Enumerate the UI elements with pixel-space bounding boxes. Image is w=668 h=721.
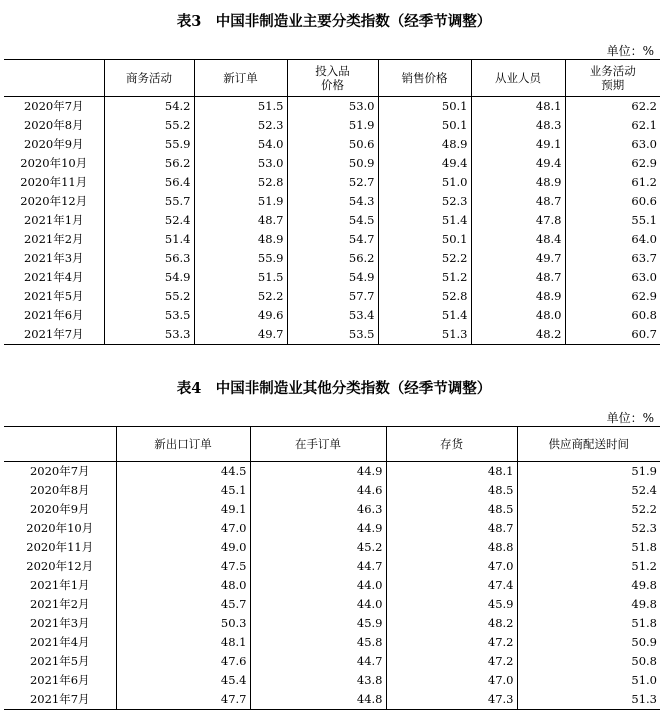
row-label: 2021年1月 [23, 213, 84, 227]
table-cell: 62.2 [565, 97, 660, 117]
table3-title: 表3 中国非制造业主要分类指数（经季节调整） [176, 13, 492, 30]
table-cell: 52.8 [378, 287, 471, 306]
table-row [4, 268, 660, 287]
table-cell: 49.7 [194, 325, 287, 345]
table-row [4, 519, 660, 538]
table-row [4, 671, 660, 690]
table-row [4, 576, 660, 595]
table-cell: 50.8 [517, 652, 660, 671]
table-cell: 56.2 [104, 154, 194, 173]
row-label: 2020年10月 [20, 156, 88, 170]
row-label: 2020年12月 [20, 194, 88, 208]
table-row [4, 97, 660, 117]
table-cell: 50.9 [517, 633, 660, 652]
table-row [4, 652, 660, 671]
row-label: 2021年6月 [23, 308, 84, 322]
table-cell: 48.1 [386, 462, 517, 482]
table-cell: 55.7 [104, 192, 194, 211]
table-cell: 51.2 [517, 557, 660, 576]
table-row [4, 500, 660, 519]
table-row [4, 306, 660, 325]
table-cell: 56.2 [287, 249, 378, 268]
table-cell: 46.3 [250, 500, 386, 519]
table-cell: 47.5 [116, 557, 250, 576]
table-cell: 53.3 [104, 325, 194, 345]
table-cell: 55.2 [104, 116, 194, 135]
table3-col-header: 投入品 价格 [287, 60, 378, 97]
table-cell: 55.2 [104, 287, 194, 306]
table4-col-header [4, 427, 116, 462]
table-cell: 48.2 [471, 325, 565, 345]
table-cell: 48.7 [471, 268, 565, 287]
table-cell: 52.3 [517, 519, 660, 538]
row-label: 2021年7月 [23, 327, 84, 341]
table3-col-header: 新订单 [194, 60, 287, 97]
table-cell: 52.7 [287, 173, 378, 192]
table-cell: 48.3 [471, 116, 565, 135]
row-label: 2021年1月 [29, 578, 90, 592]
table-cell: 52.2 [517, 500, 660, 519]
table-cell: 51.9 [517, 462, 660, 482]
table-cell: 48.1 [116, 633, 250, 652]
row-label: 2021年3月 [23, 251, 84, 265]
table-cell: 52.2 [378, 249, 471, 268]
row-label: 2021年3月 [29, 616, 90, 630]
table-cell: 47.8 [471, 211, 565, 230]
table4-col-header: 供应商配送时间 [517, 427, 660, 462]
table-cell: 47.6 [116, 652, 250, 671]
table-cell: 47.0 [386, 671, 517, 690]
table-row [4, 633, 660, 652]
table-cell: 53.5 [104, 306, 194, 325]
table-cell: 48.9 [471, 173, 565, 192]
table-cell: 48.5 [386, 481, 517, 500]
table-cell: 52.2 [194, 287, 287, 306]
table-row [4, 614, 660, 633]
table-cell: 52.4 [517, 481, 660, 500]
table-cell: 52.4 [104, 211, 194, 230]
table-cell: 44.0 [250, 595, 386, 614]
table-cell: 50.9 [287, 154, 378, 173]
table-cell: 49.1 [471, 135, 565, 154]
table-cell: 57.7 [287, 287, 378, 306]
table-cell: 48.7 [471, 192, 565, 211]
table4 [4, 426, 660, 710]
table-cell: 62.1 [565, 116, 660, 135]
table3 [4, 59, 660, 345]
table-cell: 51.8 [517, 538, 660, 557]
table-cell: 47.0 [116, 519, 250, 538]
table3-col-header [4, 60, 104, 97]
table-cell: 51.5 [194, 97, 287, 117]
row-label: 2020年10月 [26, 521, 94, 535]
row-label: 2021年5月 [23, 289, 84, 303]
row-label: 2021年7月 [29, 692, 90, 706]
table-cell: 51.4 [378, 306, 471, 325]
table-cell: 48.1 [471, 97, 565, 117]
table-cell: 51.5 [194, 268, 287, 287]
table-cell: 49.8 [517, 576, 660, 595]
table3-col-header: 业务活动 预期 [565, 60, 660, 97]
table-cell: 47.4 [386, 576, 517, 595]
table-cell: 44.0 [250, 576, 386, 595]
row-label: 2020年8月 [23, 118, 84, 132]
table-row [4, 230, 660, 249]
table-cell: 48.0 [471, 306, 565, 325]
table-cell: 54.0 [194, 135, 287, 154]
table-cell: 63.7 [565, 249, 660, 268]
table-cell: 44.8 [250, 690, 386, 710]
table-cell: 50.1 [378, 97, 471, 117]
table-cell: 60.6 [565, 192, 660, 211]
table-row [4, 690, 660, 710]
table-cell: 53.4 [287, 306, 378, 325]
table-cell: 48.0 [116, 576, 250, 595]
table-cell: 54.9 [287, 268, 378, 287]
table-cell: 52.3 [194, 116, 287, 135]
table-cell: 44.9 [250, 519, 386, 538]
row-label: 2020年12月 [26, 559, 94, 573]
table-row [4, 249, 660, 268]
table-cell: 50.1 [378, 230, 471, 249]
table-cell: 51.3 [378, 325, 471, 345]
table-cell: 49.7 [471, 249, 565, 268]
table-cell: 51.9 [194, 192, 287, 211]
table-cell: 50.1 [378, 116, 471, 135]
table3-col-header: 销售价格 [378, 60, 471, 97]
table-cell: 52.8 [194, 173, 287, 192]
table-cell: 49.1 [116, 500, 250, 519]
table-cell: 51.0 [517, 671, 660, 690]
table-cell: 47.2 [386, 633, 517, 652]
table4-col-header: 新出口订单 [116, 427, 250, 462]
table4-title: 表4 中国非制造业其他分类指数（经季节调整） [176, 380, 492, 397]
row-label: 2021年4月 [29, 635, 90, 649]
table-cell: 47.0 [386, 557, 517, 576]
table-cell: 45.2 [250, 538, 386, 557]
table-row [4, 462, 660, 482]
row-label: 2021年2月 [23, 232, 84, 246]
row-label: 2020年7月 [23, 99, 84, 113]
table-row [4, 481, 660, 500]
table-cell: 52.3 [378, 192, 471, 211]
table4-col-header: 在手订单 [250, 427, 386, 462]
table-cell: 48.7 [194, 211, 287, 230]
table-cell: 45.7 [116, 595, 250, 614]
table-cell: 63.0 [565, 268, 660, 287]
table-cell: 47.7 [116, 690, 250, 710]
table-cell: 48.9 [378, 135, 471, 154]
table-cell: 48.2 [386, 614, 517, 633]
row-label: 2020年9月 [23, 137, 84, 151]
table3-header [4, 60, 660, 97]
table-row [4, 173, 660, 192]
table-cell: 45.9 [250, 614, 386, 633]
table-cell: 61.2 [565, 173, 660, 192]
table-cell: 45.8 [250, 633, 386, 652]
table-cell: 48.4 [471, 230, 565, 249]
row-label: 2020年7月 [29, 464, 90, 478]
table-cell: 44.5 [116, 462, 250, 482]
table-cell: 49.8 [517, 595, 660, 614]
table-cell: 60.7 [565, 325, 660, 345]
table-row [4, 192, 660, 211]
table-cell: 51.2 [378, 268, 471, 287]
table-cell: 53.5 [287, 325, 378, 345]
table-row [4, 287, 660, 306]
table-cell: 49.4 [471, 154, 565, 173]
table-cell: 60.8 [565, 306, 660, 325]
table-row [4, 154, 660, 173]
table-row [4, 538, 660, 557]
table-cell: 62.9 [565, 287, 660, 306]
table-cell: 51.8 [517, 614, 660, 633]
table-row [4, 325, 660, 345]
table-cell: 51.3 [517, 690, 660, 710]
table-cell: 64.0 [565, 230, 660, 249]
table-cell: 54.9 [104, 268, 194, 287]
table3-unit: 单位：% [606, 44, 654, 58]
table-cell: 48.5 [386, 500, 517, 519]
table-cell: 44.7 [250, 652, 386, 671]
table-cell: 63.0 [565, 135, 660, 154]
table-cell: 47.2 [386, 652, 517, 671]
table4-unit: 单位：% [606, 411, 654, 425]
table-cell: 54.7 [287, 230, 378, 249]
row-label: 2021年4月 [23, 270, 84, 284]
table-cell: 49.4 [378, 154, 471, 173]
table-cell: 45.4 [116, 671, 250, 690]
table-row [4, 116, 660, 135]
table-row [4, 557, 660, 576]
table-cell: 50.6 [287, 135, 378, 154]
table-cell: 55.9 [194, 249, 287, 268]
row-label: 2020年11月 [26, 540, 94, 554]
table-cell: 62.9 [565, 154, 660, 173]
row-label: 2021年6月 [29, 673, 90, 687]
row-label: 2020年9月 [29, 502, 90, 516]
table-cell: 54.2 [104, 97, 194, 117]
row-label: 2021年2月 [29, 597, 90, 611]
table-row [4, 595, 660, 614]
table-cell: 54.5 [287, 211, 378, 230]
row-label: 2020年11月 [20, 175, 88, 189]
table-cell: 44.6 [250, 481, 386, 500]
row-label: 2020年8月 [29, 483, 90, 497]
table3-body [4, 97, 660, 345]
table-cell: 51.4 [104, 230, 194, 249]
table-cell: 55.1 [565, 211, 660, 230]
table-cell: 50.3 [116, 614, 250, 633]
table4-col-header: 存货 [386, 427, 517, 462]
table4-body [4, 462, 660, 710]
table3-col-header: 商务活动 [104, 60, 194, 97]
table-cell: 56.4 [104, 173, 194, 192]
table-cell: 53.0 [194, 154, 287, 173]
table-cell: 48.7 [386, 519, 517, 538]
table-cell: 47.3 [386, 690, 517, 710]
table-cell: 48.9 [194, 230, 287, 249]
table-cell: 49.0 [116, 538, 250, 557]
table-row [4, 211, 660, 230]
row-label: 2021年5月 [29, 654, 90, 668]
table-cell: 49.6 [194, 306, 287, 325]
table-cell: 51.9 [287, 116, 378, 135]
table4-header [4, 427, 660, 462]
table-cell: 48.9 [471, 287, 565, 306]
table-cell: 56.3 [104, 249, 194, 268]
table-cell: 53.0 [287, 97, 378, 117]
table-cell: 45.1 [116, 481, 250, 500]
table-cell: 44.9 [250, 462, 386, 482]
table3-col-header: 从业人员 [471, 60, 565, 97]
table-cell: 54.3 [287, 192, 378, 211]
table-cell: 51.0 [378, 173, 471, 192]
table-row [4, 135, 660, 154]
table-cell: 51.4 [378, 211, 471, 230]
table-cell: 45.9 [386, 595, 517, 614]
table-cell: 44.7 [250, 557, 386, 576]
table-cell: 48.8 [386, 538, 517, 557]
table-cell: 43.8 [250, 671, 386, 690]
table-cell: 55.9 [104, 135, 194, 154]
